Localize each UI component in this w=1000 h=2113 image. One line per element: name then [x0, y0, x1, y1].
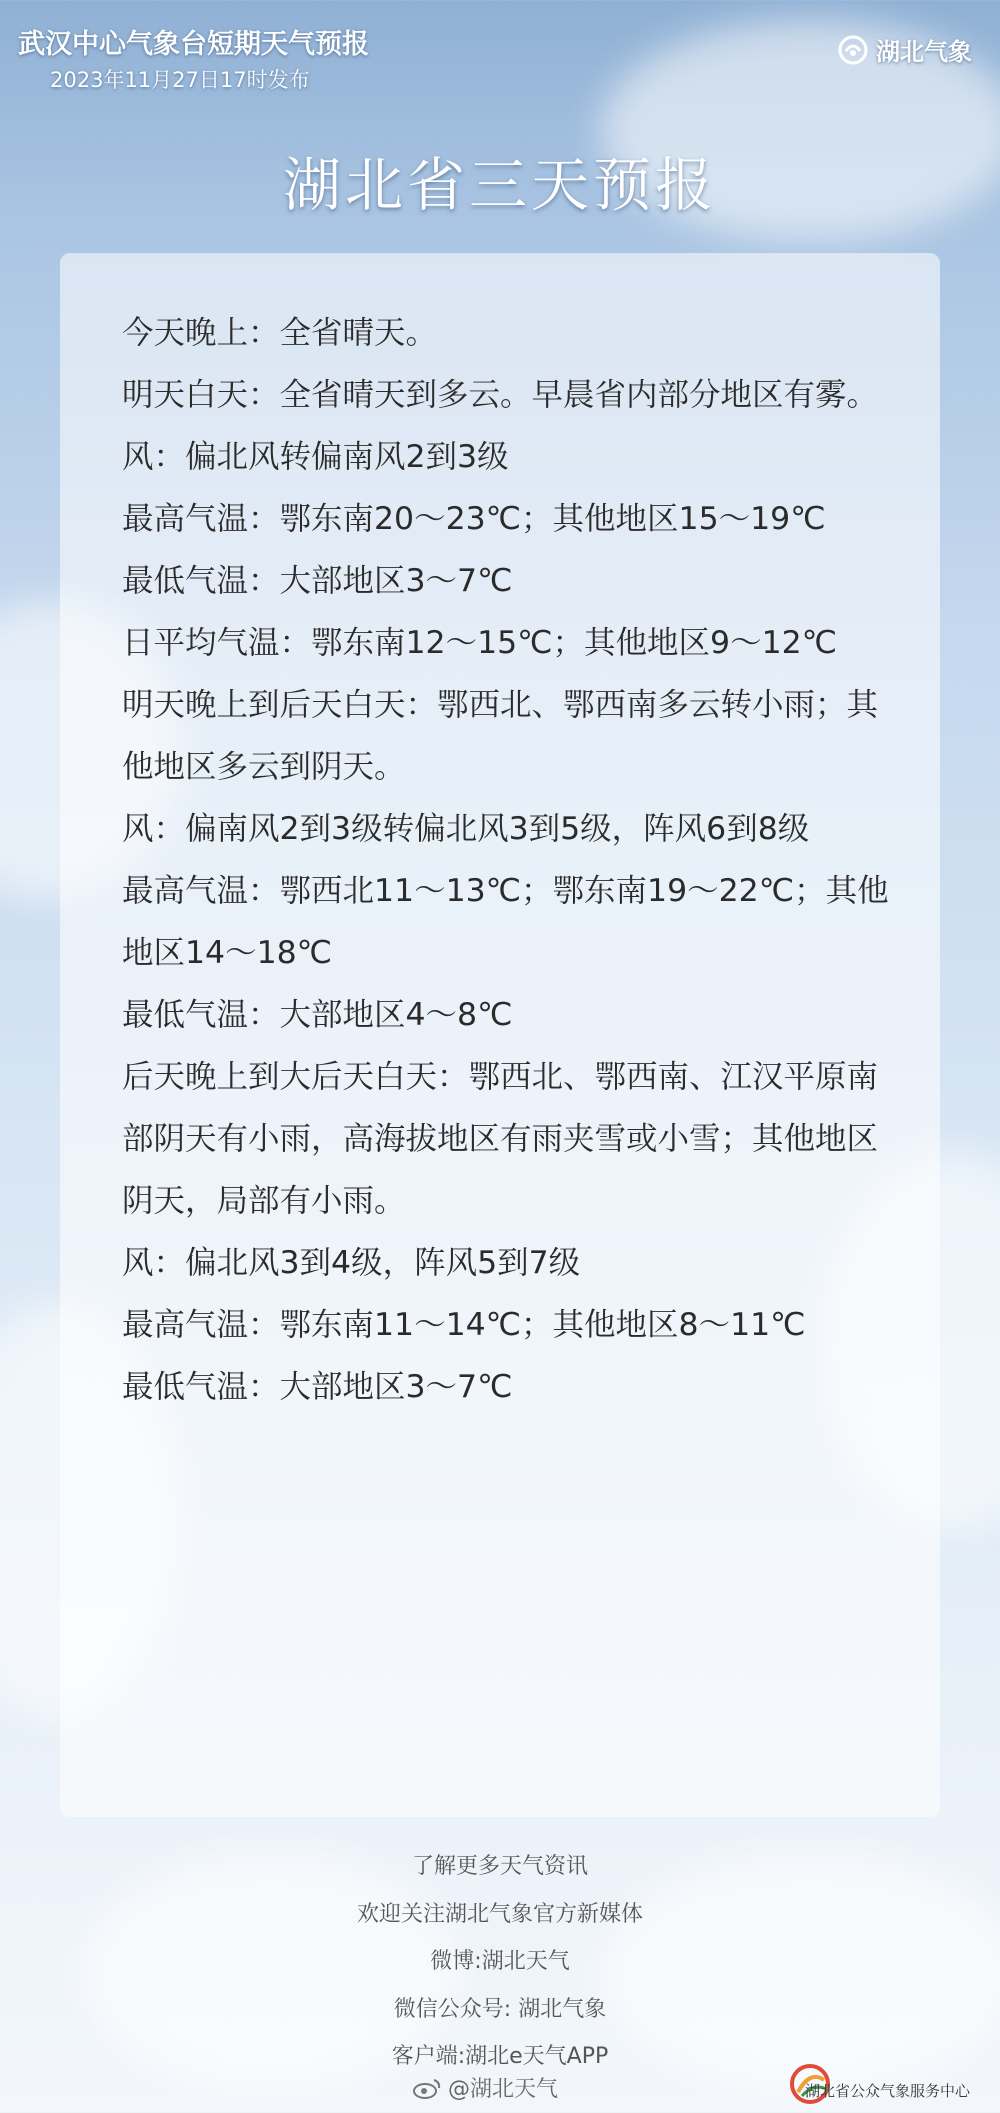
forecast-line: 风：偏南风2到3级转偏北风3到5级，阵风6到8级 [122, 811, 810, 847]
footer-more-info: 了解更多天气资讯 [411, 1854, 588, 1879]
footer-wechat: 微信公众号: 湖北气象 [393, 1996, 607, 2022]
forecast-line: 最高气温：鄂东南11～14℃；其他地区8～11℃ [122, 1307, 806, 1343]
logo-icon [838, 35, 868, 65]
forecast-line: 今天晚上：全省晴天。 [122, 315, 438, 351]
footer-info [0, 1843, 1000, 2081]
forecast-line: 风：偏北风3到4级，阵风5到7级 [122, 1245, 581, 1281]
footer-app: 客户端:湖北e天气APP [391, 2044, 609, 2069]
page-title: 湖北省三天预报 [282, 151, 717, 219]
weibo-icon [412, 2076, 442, 2100]
publish-date: 2023年11月27日17时发布 [50, 68, 310, 92]
logo-text: 湖北气象 [876, 38, 972, 66]
forecast-line: 最低气温：大部地区3～7℃ [122, 1369, 513, 1405]
forecast-line: 最低气温：大部地区4～8℃ [122, 997, 513, 1033]
forecast-line: 明天白天：全省晴天到多云。早晨省内部分地区有雾。 [122, 377, 879, 413]
forecast-line: 最高气温：鄂西北11～13℃；鄂东南19～22℃；其他地区14～18℃ [122, 873, 889, 971]
service-center-text: 湖北省公众气象服务中心 [804, 2082, 970, 2100]
forecast-line: 后天晚上到大后天白天：鄂西北、鄂西南、江汉平原南部阴天有小雨，高海拔地区有雨夹雪或小雪；其他地区阴天，局部有小雨。 [122, 1059, 879, 1219]
footer-follow: 欢迎关注湖北气象官方新媒体 [356, 1901, 643, 1927]
footer-weibo: 微博:湖北天气 [430, 1949, 570, 1974]
weibo-handle: @湖北天气 [448, 2077, 559, 2102]
forecast-line: 风：偏北风转偏南风2到3级 [122, 439, 509, 475]
hubei-weather-logo [838, 32, 972, 67]
forecast-line: 日平均气温：鄂东南12～15℃；其他地区9～12℃ [122, 625, 838, 661]
weibo-watermark [412, 2072, 558, 2103]
forecast-text [122, 302, 892, 1418]
forecast-line: 最低气温：大部地区3～7℃ [122, 563, 513, 599]
header-title: 武汉中心气象台短期天气预报 [18, 29, 369, 60]
forecast-line: 明天晚上到后天白天：鄂西北、鄂西南多云转小雨；其他地区多云到阴天。 [122, 687, 879, 785]
forecast-line: 最高气温：鄂东南20～23℃；其他地区15～19℃ [122, 501, 826, 537]
